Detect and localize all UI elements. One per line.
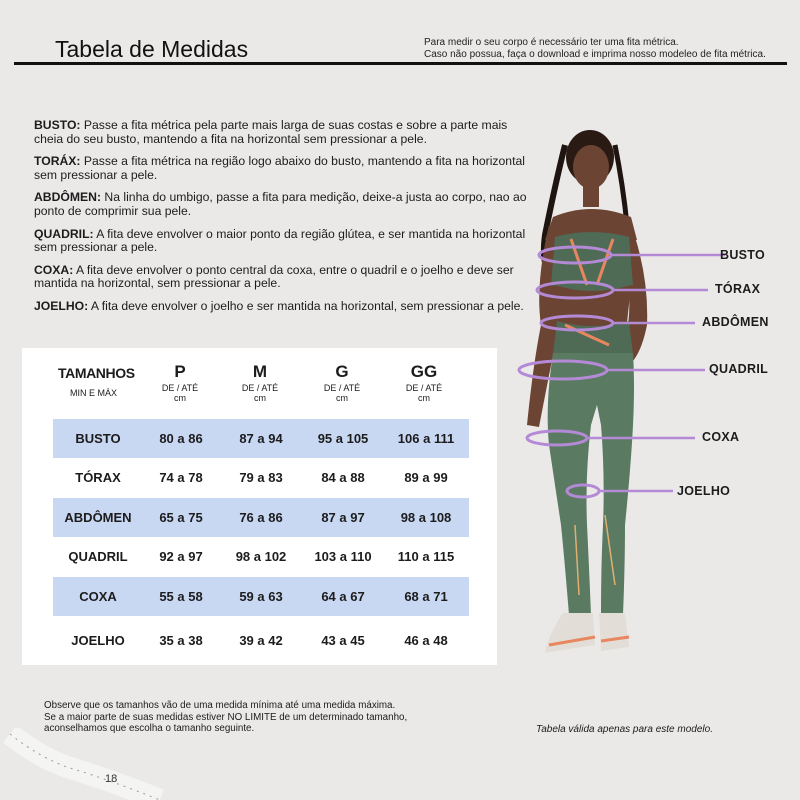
cell-m: 98 a 102 (235, 549, 287, 564)
size-header-p: P (174, 362, 186, 381)
cell-p: 92 a 97 (159, 549, 203, 564)
row-label: ABDÔMEN (64, 510, 132, 525)
instruction-abdomen: ABDÔMEN: Na linha do umbigo, passe a fita para medição, deixe-a justa ao corpo, nao ao ponto de comprimir sua pele. (34, 190, 527, 218)
cell-p: 65 a 75 (159, 510, 203, 525)
table-row (53, 419, 469, 458)
row-label: COXA (79, 589, 117, 604)
row-label: BUSTO (75, 431, 121, 446)
cell-p: 55 a 58 (159, 589, 203, 604)
validity-note: Tabela válida apenas para este modelo. (536, 724, 713, 735)
body-label-torax: TÓRAX (715, 282, 761, 296)
header-note-line: Para medir o seu corpo é necessário ter uma fita métrica. (424, 37, 679, 48)
body-label-abdomen: ABDÔMEN (702, 315, 769, 329)
cell-gg: 68 a 71 (404, 589, 448, 604)
body-label-joelho: JOELHO (677, 484, 731, 498)
cell-m: 76 a 86 (239, 510, 283, 525)
cell-g: 43 a 45 (321, 633, 365, 648)
table-row (53, 458, 469, 497)
cell-p: 74 a 78 (159, 470, 203, 485)
cell-g: 95 a 105 (317, 431, 369, 446)
table-row (53, 537, 469, 576)
measurement-instructions (34, 119, 539, 323)
body-label-busto: BUSTO (720, 248, 766, 262)
size-header-gg: GG (410, 362, 438, 381)
size-advice-note: Observe que os tamanhos vão de uma medida mínima até uma medida máxima. Se a maior parte de suas medidas estiver NO LIMITE de um determinado tamanho, aconselhamos que escolha o tamanho seguinte. (44, 700, 408, 734)
cell-p: 80 a 86 (159, 431, 203, 446)
body-label-coxa: COXA (702, 430, 740, 444)
cell-m: 59 a 63 (239, 589, 283, 604)
cell-gg: 89 a 99 (404, 470, 448, 485)
instruction-joelho: JOELHO: A fita deve envolver o joelho e ser mantida na horizontal, sem pressionar a pele. (34, 298, 524, 313)
header-note-line: Caso não possua, faça o download e imprima nosso modeleo de fita métrica. (424, 49, 766, 60)
cell-m: 79 a 83 (239, 470, 283, 485)
table-row (53, 621, 469, 660)
header-note (424, 37, 766, 61)
cell-g: 84 a 88 (321, 470, 365, 485)
cell-gg: 110 a 115 (397, 549, 455, 564)
table-header-sizes: TAMANHOS (58, 365, 135, 381)
table-header-sub: MIN E MÁX (70, 388, 118, 398)
cell-gg: 98 a 108 (400, 510, 452, 525)
row-label: QUADRIL (68, 549, 128, 564)
title-divider (14, 62, 787, 65)
model-figure (505, 125, 800, 685)
size-header-m: M (252, 362, 268, 381)
body-label-quadril: QUADRIL (709, 362, 769, 376)
size-table (22, 348, 497, 665)
size-header-g: G (335, 362, 349, 381)
instruction-busto: BUSTO: Passe a fita métrica pela parte mais larga de suas costas e sobre a parte mais cheia do seu busto, mantendo a fita na horizontal sem pressionar a pele. (34, 118, 508, 146)
size-sub-p: DE / ATÉ cm (161, 383, 199, 403)
row-label: TÓRAX (75, 470, 121, 485)
size-sub-g: DE / ATÉ cm (323, 383, 361, 403)
measuring-tape-image (0, 728, 170, 800)
cell-g: 87 a 97 (321, 510, 365, 525)
size-sub-gg: DE / ATÉ cm (405, 383, 443, 403)
cell-g: 103 a 110 (314, 549, 372, 564)
size-sub-m: DE / ATÉ cm (241, 383, 279, 403)
table-row (53, 577, 469, 616)
table-row (53, 498, 469, 537)
cell-p: 35 a 38 (159, 633, 203, 648)
cell-gg: 106 a 111 (397, 431, 455, 446)
cell-gg: 46 a 48 (404, 633, 448, 648)
cell-m: 39 a 42 (239, 633, 283, 648)
cell-m: 87 a 94 (239, 431, 283, 446)
svg-text:18: 18 (105, 773, 118, 785)
page-title: Tabela de Medidas (55, 36, 249, 62)
cell-g: 64 a 67 (321, 589, 365, 604)
row-label: JOELHO (71, 633, 125, 648)
instruction-coxa: COXA: A fita deve envolver o ponto central da coxa, entre o quadril e o joelho e deve ser mantida na horizontal, sem pressionar a pele. (34, 262, 514, 291)
instruction-quadril: QUADRIL: A fita deve envolver o maior ponto da região glútea, e ser mantida na horizontal sem pressionar a pele. (34, 226, 526, 255)
instruction-torax: TORÁX: Passe a fita métrica na região logo abaixo do busto, mantendo a fita na horizontal sem pressionar a pele. (34, 154, 525, 182)
